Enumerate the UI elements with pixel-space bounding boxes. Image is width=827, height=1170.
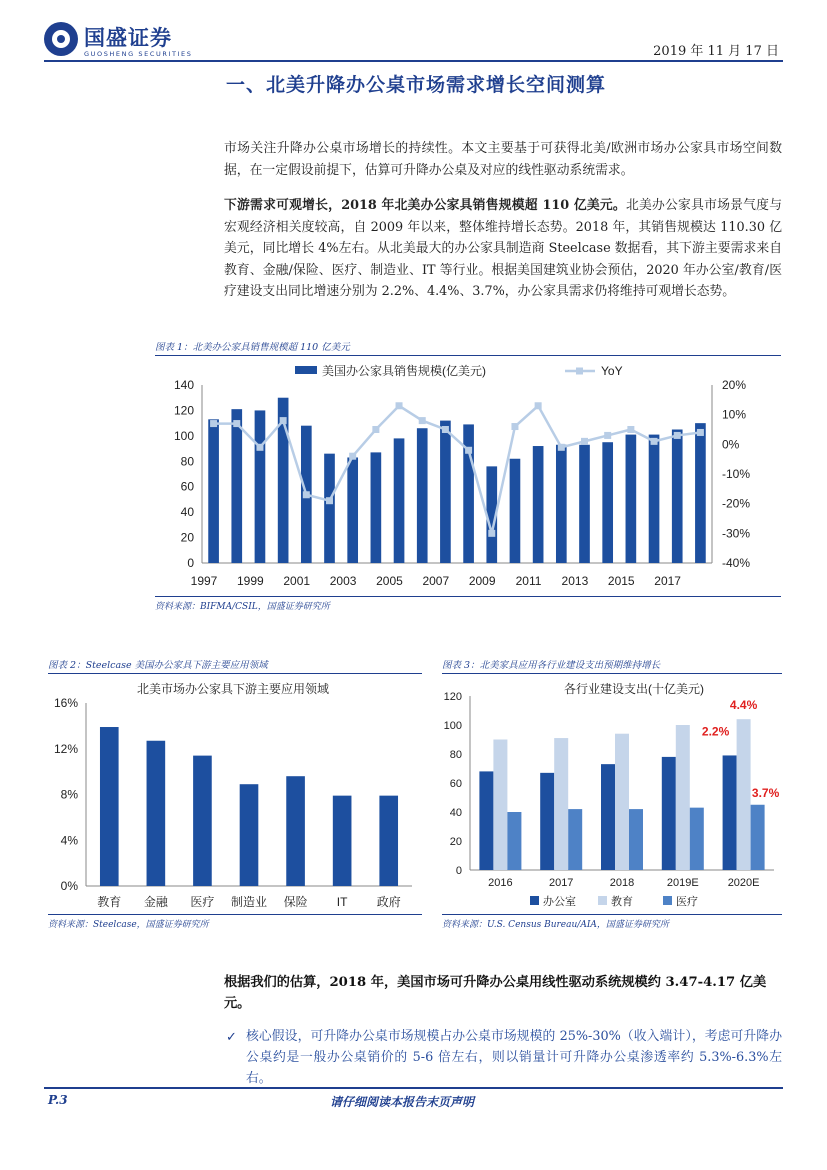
chart-construction-spending — [438, 676, 784, 913]
y-tick-label: 16% — [53, 696, 78, 710]
bar-sales-1997 — [208, 419, 219, 563]
legend-swatch-sales — [295, 366, 317, 374]
legend-swatch-教育 — [598, 896, 607, 905]
y-right-tick-label: -20% — [722, 496, 751, 511]
y-right-tick-label: -30% — [722, 526, 751, 541]
fig3-source: 资料来源：U.S. Census Bureau/AIA，国盛证券研究所 — [442, 920, 669, 930]
bar-政府 — [379, 796, 398, 886]
point-yoy-1997 — [210, 420, 217, 427]
x-tick-label: 2001 — [283, 574, 311, 588]
x-tick-label: 2016 — [488, 877, 513, 889]
legend-label-教育: 教育 — [611, 896, 633, 908]
y-right-tick-label: 0% — [722, 437, 740, 452]
x-tick-label: 保险 — [283, 895, 308, 909]
fig2-source: 资料来源：Steelcase，国盛证券研究所 — [48, 920, 209, 930]
bar-办公室-2019E — [662, 757, 676, 870]
bar-sales-1999 — [255, 410, 266, 563]
x-tick-label: 2005 — [376, 574, 403, 588]
y-tick-label: 8% — [60, 787, 78, 802]
point-yoy-2012 — [558, 444, 565, 451]
footer-disclaimer: 请仔细阅读本报告末页声明 — [330, 1095, 475, 1109]
point-yoy-2009 — [488, 530, 495, 537]
bar-教育-2016 — [493, 740, 507, 871]
checkmark-icon: ✓ — [226, 1030, 237, 1045]
point-yoy-2006 — [419, 417, 426, 424]
bar-保险 — [286, 776, 305, 886]
bar-sales-2002 — [324, 454, 335, 563]
bar-sales-2016 — [649, 435, 660, 563]
y-tick-label: 100 — [443, 720, 462, 732]
fig3-caption: 图表 3：北美家具应用各行业建设支出预期维持增长 — [442, 660, 661, 671]
legend-marker-yoy — [576, 368, 583, 375]
bar-sales-2018 — [695, 423, 706, 563]
intro-paragraph: 市场关注升降办公桌市场增长的持续性。本文主要基于可获得北美/欧洲市场办公家具市场空间数据，在一定假设前提下，估算可升降办公桌及对应的线性驱动系统需求。 — [224, 141, 782, 178]
y-tick-label: 0 — [455, 865, 462, 877]
fig1-bottom-rule — [155, 596, 781, 597]
bar-sales-2003 — [347, 457, 358, 563]
x-tick-label: 2013 — [561, 574, 589, 588]
bar-办公室-2020E — [723, 755, 737, 870]
y-tick-label: 12% — [53, 741, 78, 756]
annotation-医疗: 3.7% — [751, 785, 780, 800]
y-left-tick-label: 40 — [180, 505, 194, 520]
point-yoy-1998 — [233, 420, 240, 427]
demand-paragraph-lead: 下游需求可观增长，2018 年北美办公家具销售规模超 110 亿美元。 — [224, 198, 626, 213]
y-left-tick-label: 20 — [180, 530, 194, 545]
bar-办公室-2017 — [540, 773, 554, 870]
fig1-top-rule — [155, 355, 781, 356]
page-number: P.3 — [48, 1093, 68, 1107]
point-yoy-2008 — [465, 447, 472, 454]
y-tick-label: 20 — [449, 836, 462, 848]
bar-医疗-2016 — [507, 812, 521, 870]
bar-医疗-2019E — [690, 808, 704, 870]
y-tick-label: 4% — [60, 833, 78, 848]
bar-sales-1998 — [231, 409, 242, 563]
point-yoy-2004 — [372, 426, 379, 433]
logo-icon — [44, 22, 78, 56]
point-yoy-2016 — [651, 438, 658, 445]
x-tick-label: 1999 — [237, 574, 264, 588]
y-left-tick-label: 0 — [187, 556, 194, 570]
chart-title: 北美市场办公家具下游主要应用领域 — [136, 682, 330, 696]
bar-金融 — [147, 741, 166, 886]
bar-sales-2008 — [463, 424, 474, 563]
chart-downstream-sectors — [44, 676, 426, 913]
section-title: 一、北美升降办公桌市场需求增长空间测算 — [226, 74, 607, 96]
x-tick-label: 2018 — [609, 877, 635, 889]
point-yoy-2007 — [442, 426, 449, 433]
bar-sales-2007 — [440, 421, 451, 563]
x-tick-label: 2009 — [468, 574, 496, 588]
point-yoy-2013 — [581, 438, 588, 445]
chart-title: 各行业建设支出(十亿美元) — [564, 682, 704, 696]
bar-教育-2018 — [615, 734, 629, 870]
y-left-tick-label: 60 — [180, 479, 194, 494]
annotation-办公室: 2.2% — [701, 724, 730, 739]
bar-sales-2005 — [394, 438, 405, 563]
x-tick-label: 教育 — [97, 895, 122, 909]
x-tick-label: 2017 — [654, 574, 681, 588]
x-tick-label: 1997 — [190, 574, 218, 588]
x-tick-label: IT — [336, 895, 348, 909]
y-left-tick-label: 80 — [180, 454, 194, 469]
report-date: 2019 年 11 月 17 日 — [653, 44, 779, 59]
conclusion-text: 根据我们的估算，2018 年，美国市场可升降办公桌用线性驱动系统规模约 3.47-4.17 亿美元。 — [224, 975, 767, 1011]
y-right-tick-label: -10% — [722, 467, 751, 481]
x-tick-label: 2019E — [666, 877, 699, 889]
bar-sales-2004 — [371, 452, 382, 563]
legend-label-办公室: 办公室 — [543, 896, 576, 908]
point-yoy-2011 — [535, 402, 542, 409]
y-tick-label: 120 — [443, 691, 462, 703]
x-tick-label: 制造业 — [230, 895, 268, 909]
x-tick-label: 2007 — [422, 574, 450, 588]
x-tick-label: 2011 — [515, 574, 542, 588]
bar-医疗-2017 — [568, 809, 582, 870]
x-tick-label: 金融 — [143, 895, 168, 909]
x-tick-label: 2017 — [548, 877, 574, 889]
y-tick-label: 60 — [449, 778, 462, 790]
fig2-top-rule — [48, 673, 422, 674]
bar-sales-2006 — [417, 428, 428, 563]
point-yoy-2017 — [674, 432, 681, 439]
x-tick-label: 政府 — [376, 895, 401, 909]
y-left-tick-label: 120 — [173, 403, 194, 418]
demand-paragraph-body: 北美办公家具市场景气度与宏观经济相关度较高，自 2009 年以来，整体维持增长态势。2018 年，其销售规模达 110.30 亿美元，同比增长 4%左右。从北美最大的办公家具制造商 Steelcase 数据看，其下游主要需求来自教育、金融/保险、医疗、制造业、IT 等行业。根据美国建筑业协会预估，2020 年办公室/教育/医疗建设支出同比增速分别为 2.2%、4.4%、3.7%，办公家具需求仍将维持可观增长态势。 — [224, 198, 783, 299]
bar-教育-2017 — [554, 738, 568, 870]
chart-furniture-sales — [150, 358, 781, 593]
legend-label-yoy: YoY — [601, 364, 623, 378]
point-yoy-2010 — [511, 423, 518, 430]
y-left-tick-label: 140 — [173, 378, 194, 392]
legend-label-sales: 美国办公家具销售规模(亿美元) — [322, 364, 486, 378]
bar-医疗-2018 — [629, 809, 643, 870]
point-yoy-2003 — [349, 453, 356, 460]
legend-label-医疗: 医疗 — [676, 896, 698, 908]
bar-办公室-2016 — [479, 771, 493, 870]
y-right-tick-label: 20% — [722, 378, 747, 392]
x-tick-label: 2015 — [607, 574, 635, 588]
point-yoy-2015 — [627, 426, 634, 433]
annotation-教育: 4.4% — [729, 698, 758, 713]
bar-教育 — [100, 727, 119, 886]
fig2-caption: 图表 2：Steelcase 美国办公家具下游主要应用领域 — [48, 660, 268, 671]
logo-subtext: GUOSHENG SECURITIES — [84, 50, 193, 58]
point-yoy-2018 — [697, 429, 704, 436]
x-tick-label: 2003 — [329, 574, 357, 588]
point-yoy-2000 — [280, 417, 287, 424]
footer-rule — [44, 1087, 783, 1089]
bar-sales-2010 — [510, 459, 521, 563]
bar-sales-2011 — [533, 446, 544, 563]
point-yoy-2002 — [326, 497, 333, 504]
legend-swatch-医疗 — [663, 896, 672, 905]
bar-sales-2014 — [602, 442, 613, 563]
point-yoy-1999 — [256, 444, 263, 451]
bar-教育-2019E — [676, 725, 690, 870]
x-tick-label: 医疗 — [190, 895, 215, 909]
bar-sales-2017 — [672, 430, 683, 564]
bar-医疗 — [193, 756, 212, 886]
demand-paragraph — [224, 195, 782, 303]
bar-sales-2015 — [626, 435, 637, 563]
y-right-tick-label: -40% — [722, 556, 751, 570]
bar-制造业 — [240, 784, 259, 886]
bar-sales-2012 — [556, 445, 567, 563]
y-left-tick-label: 100 — [173, 428, 194, 443]
y-right-tick-label: 10% — [722, 407, 747, 422]
header-rule — [44, 60, 783, 62]
y-tick-label: 40 — [449, 807, 462, 819]
x-tick-label: 2020E — [727, 877, 760, 889]
bar-医疗-2020E — [751, 805, 765, 870]
y-tick-label: 80 — [449, 749, 462, 761]
fig3-top-rule — [442, 673, 782, 674]
fig1-caption: 图表 1：北美办公家具销售规模超 110 亿美元 — [155, 342, 350, 353]
fig2-bottom-rule — [48, 914, 422, 915]
fig3-bottom-rule — [442, 914, 782, 915]
bar-教育-2020E — [737, 719, 751, 870]
bar-sales-2013 — [579, 445, 590, 563]
fig1-source: 资料来源：BIFMA/CSIL，国盛证券研究所 — [155, 602, 330, 612]
legend-swatch-办公室 — [530, 896, 539, 905]
bar-办公室-2018 — [601, 764, 615, 870]
assumption-bullet: 核心假设，可升降办公桌市场规模占办公桌市场规模的 25%-30%（收入端计），考虑可升降办公桌约是一般办公桌销价的 5-6 倍左右，则以销量计可升降办公桌渗透率约 5.3%-6.3%左右。 — [246, 1029, 782, 1086]
bar-IT — [333, 796, 352, 886]
point-yoy-2001 — [303, 491, 310, 498]
logo-text: 国盛证券 — [84, 26, 172, 50]
point-yoy-2014 — [604, 432, 611, 439]
point-yoy-2005 — [396, 402, 403, 409]
y-tick-label: 0% — [60, 879, 78, 893]
